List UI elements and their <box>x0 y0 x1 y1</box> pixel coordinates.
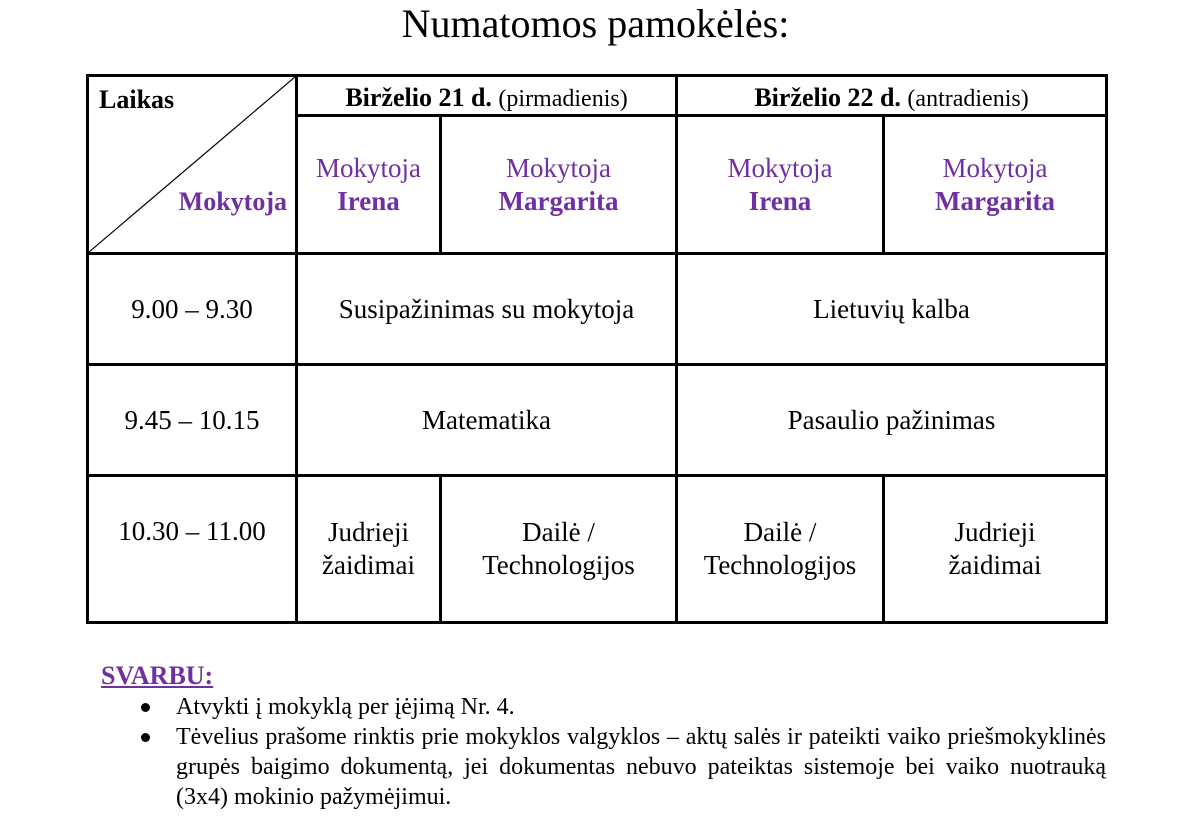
page-title: Numatomos pamokėlės: <box>401 1 790 46</box>
lesson-line: Technologijos <box>703 550 857 580</box>
date-label: Birželio 21 d. <box>345 83 492 112</box>
lesson-cell <box>884 476 1107 623</box>
corner-label-teacher: Mokytoja <box>178 187 287 216</box>
list-item-text: Atvykti į mokyklą per įėjimą Nr. 4. <box>176 694 515 720</box>
teacher-role: Mokytoja <box>942 152 1048 183</box>
teacher-cell <box>297 116 441 254</box>
corner-cell <box>88 76 297 254</box>
lesson-cell: Pasaulio pažinimas <box>677 365 1107 476</box>
notes-list <box>101 692 1106 812</box>
header-row-dates <box>88 76 1107 116</box>
teacher-name: Irena <box>337 185 400 216</box>
teacher-role: Mokytoja <box>727 152 833 183</box>
teacher-cell <box>677 116 884 254</box>
time-cell: 9.45 – 10.15 <box>88 365 297 476</box>
teacher-role: Mokytoja <box>316 152 421 183</box>
list-item-text: Tėvelius prašome rinktis prie mokyklos valgyklos – aktų salės ir pateikti vaiko priešmokyklinės grupės baigimo dokumentą, jei dokumentas nebuvo pateiktas sistemoje bei vaiko nuotrauką (3x4) mokinio pažymėjimui. <box>176 724 1106 810</box>
list-item <box>101 722 1106 812</box>
teacher-cell <box>441 116 677 254</box>
lesson-cell <box>297 476 441 623</box>
lesson-cell: Lietuvių kalba <box>677 254 1107 365</box>
time-cell: 10.30 – 11.00 <box>88 476 297 623</box>
lesson-line: Judrieji <box>954 517 1036 547</box>
teacher-cell <box>884 116 1107 254</box>
table-row <box>88 365 1107 476</box>
table-row <box>88 254 1107 365</box>
lesson-line: žaidimai <box>322 550 415 580</box>
table-row <box>88 476 1107 623</box>
teacher-role: Mokytoja <box>506 152 611 183</box>
teacher-name: Margarita <box>498 185 619 216</box>
notes-section <box>101 660 1106 812</box>
corner-label-time: Laikas <box>99 85 175 114</box>
date-header-day2 <box>677 76 1107 116</box>
lesson-line: Dailė / <box>743 517 817 547</box>
lesson-cell: Susipažinimas su mokytoja <box>297 254 677 365</box>
lesson-cell <box>441 476 677 623</box>
lesson-line: žaidimai <box>948 550 1042 580</box>
date-label: Birželio 22 d. <box>754 83 901 112</box>
notes-heading: SVARBU: <box>101 661 214 690</box>
date-header-day1 <box>297 76 677 116</box>
bullet-icon <box>141 733 150 742</box>
lesson-line: Judrieji <box>328 517 409 547</box>
schedule-table <box>86 74 1108 624</box>
lesson-cell: Matematika <box>297 365 677 476</box>
list-item <box>101 692 1106 722</box>
lesson-cell <box>677 476 884 623</box>
weekday-label: (pirmadienis) <box>498 86 628 112</box>
time-cell: 9.00 – 9.30 <box>88 254 297 365</box>
teacher-name: Irena <box>748 185 812 216</box>
bullet-icon <box>141 703 150 712</box>
weekday-label: (antradienis) <box>907 86 1029 112</box>
lesson-line: Technologijos <box>482 550 635 580</box>
lesson-line: Dailė / <box>522 517 595 547</box>
teacher-name: Margarita <box>935 185 1055 216</box>
